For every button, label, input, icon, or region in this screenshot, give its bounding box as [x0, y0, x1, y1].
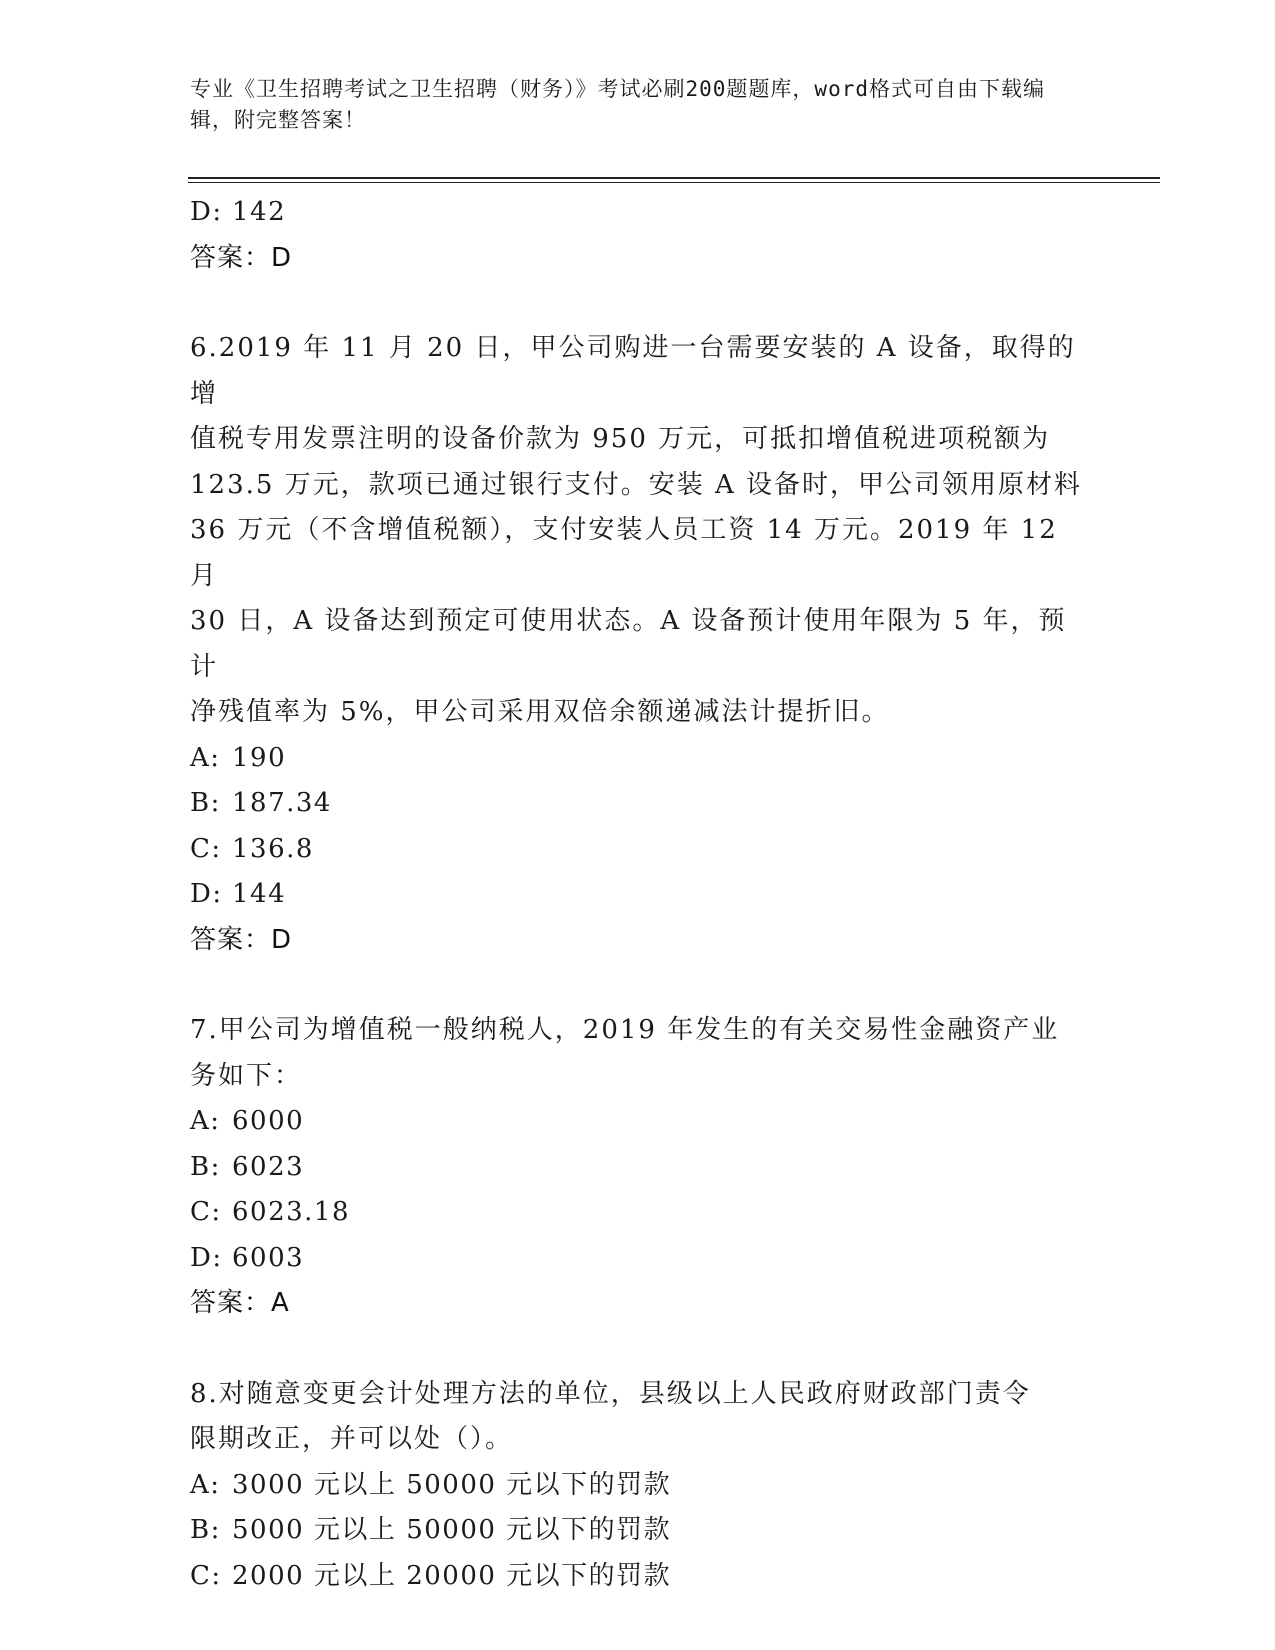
option-label: B: — [190, 1515, 221, 1545]
option-label: A: — [190, 1469, 221, 1500]
option-c — [190, 1554, 1090, 1600]
option-text: 6023 — [232, 1151, 305, 1182]
question-line: 30 日，A 设备达到预定可使用状态。A 设备预计使用年限为 5 年，预计 — [190, 606, 1067, 682]
spacer — [190, 1327, 1090, 1372]
question-line: 限期改正，并可以处（）。 — [190, 1424, 514, 1454]
option-text: 2000 元以上 20000 元以下的罚款 — [232, 1560, 672, 1591]
spacer — [190, 281, 1090, 326]
question-6 — [190, 326, 1090, 963]
prev-option-d — [190, 190, 1090, 236]
option-text: 187.34 — [232, 788, 332, 818]
option-text: 144 — [232, 879, 287, 909]
question-text — [190, 1008, 1090, 1099]
header-rule-thick — [188, 177, 1160, 179]
option-d — [190, 1236, 1090, 1282]
question-line: 净残值率为 5%，甲公司采用双倍余额递减法计提折旧。 — [190, 697, 890, 727]
question-line: 值税专用发票注明的设备价款为 950 万元，可抵扣增值税进项税额为 — [190, 424, 1051, 454]
option-text: 142 — [232, 197, 287, 227]
option-label: C: — [190, 1197, 222, 1227]
option-text: 3000 元以上 50000 元以下的罚款 — [232, 1469, 672, 1500]
document-header — [190, 74, 1070, 136]
question-line: 6.2019 年 11 月 20 日，甲公司购进一台需要安装的 A 设备，取得的增 — [190, 333, 1076, 409]
option-text: 136.8 — [232, 833, 314, 864]
option-text: 5000 元以上 50000 元以下的罚款 — [232, 1515, 672, 1545]
question-line: 123.5 万元，款项已通过银行支付。安装 A 设备时，甲公司领用原材料 — [190, 469, 1083, 500]
option-b — [190, 1508, 1090, 1554]
option-text: 6023.18 — [232, 1197, 351, 1227]
option-c — [190, 827, 1090, 873]
question-text — [190, 1372, 1090, 1463]
option-a — [190, 1099, 1090, 1145]
option-label: B: — [190, 1151, 221, 1182]
spacer — [190, 963, 1090, 1008]
option-label: C: — [190, 1560, 222, 1591]
prev-answer: 答案：D — [190, 242, 293, 273]
option-text: 6003 — [232, 1242, 305, 1273]
answer: 答案：A — [190, 1288, 290, 1318]
question-line: 36 万元（不含增值税额），支付安装人员工资 14 万元。2019 年 12 月 — [190, 515, 1058, 591]
option-label: D: — [190, 879, 223, 909]
option-label: D: — [190, 197, 223, 227]
question-line: 7.甲公司为增值税一般纳税人，2019 年发生的有关交易性金融资产业 — [190, 1015, 1060, 1045]
header-rule-thin — [188, 182, 1160, 183]
question-line: 务如下： — [190, 1060, 303, 1091]
document-body — [190, 190, 1090, 1599]
question-text — [190, 326, 1090, 736]
question-line: 8.对随意变更会计处理方法的单位，县级以上人民政府财政部门责令 — [190, 1378, 1031, 1409]
option-label: B: — [190, 788, 221, 818]
option-label: D: — [190, 1242, 223, 1273]
question-7 — [190, 1008, 1090, 1327]
option-a — [190, 1463, 1090, 1509]
option-b — [190, 781, 1090, 827]
header-title: 专业《卫生招聘考试之卫生招聘（财务）》考试必刷200题题库，word格式可自由下载编辑，附完整答案！ — [190, 77, 1045, 132]
option-label: A: — [190, 742, 221, 773]
option-text: 190 — [232, 742, 287, 773]
question-8 — [190, 1372, 1090, 1600]
answer: 答案：D — [190, 924, 293, 955]
option-label: C: — [190, 833, 222, 864]
option-c — [190, 1190, 1090, 1236]
option-label: A: — [190, 1106, 221, 1136]
option-text: 6000 — [232, 1106, 305, 1136]
option-b — [190, 1145, 1090, 1191]
option-d — [190, 872, 1090, 918]
option-a — [190, 736, 1090, 782]
